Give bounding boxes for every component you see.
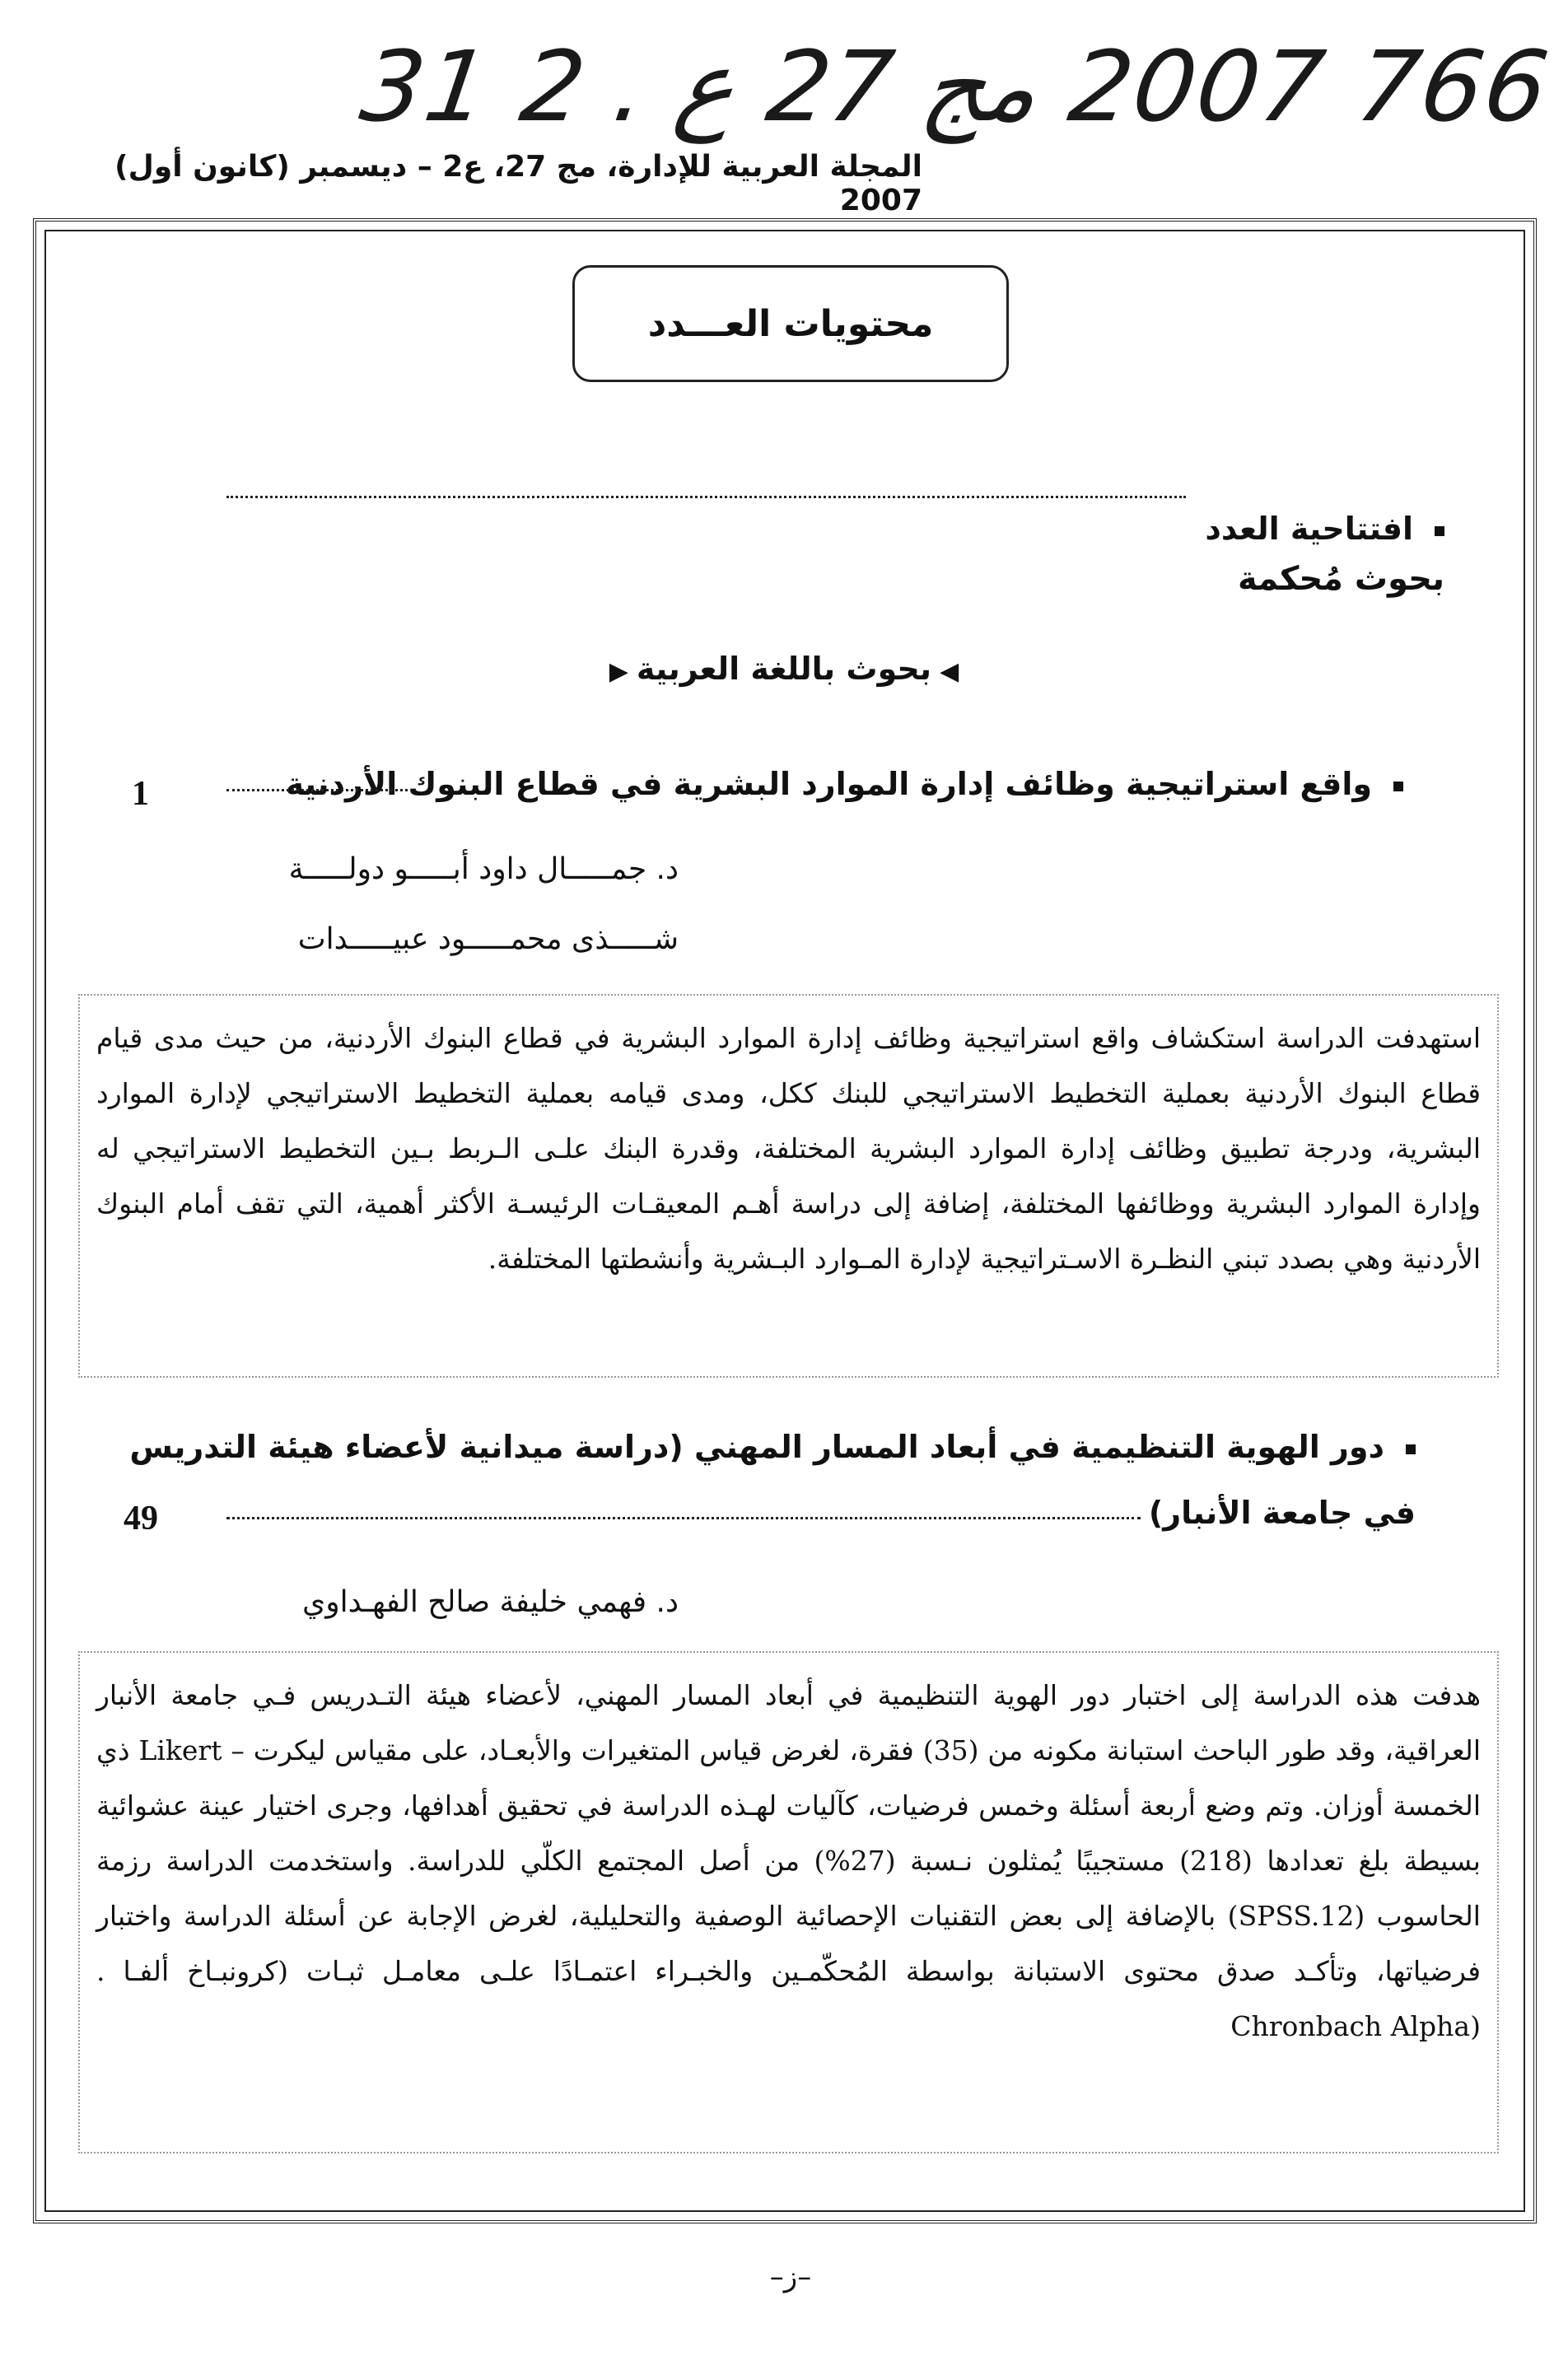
bullet-icon <box>1435 526 1444 536</box>
dot-leader <box>226 786 408 791</box>
section-label: بحوث مُحكمة <box>1238 560 1444 598</box>
subsection-label: بحوث باللغة العربية <box>636 651 932 687</box>
bullet-icon <box>1406 1444 1416 1454</box>
article-2-author-1: د. فهمي خليفة صالح الفهـداوي <box>302 1585 679 1619</box>
dot-leader <box>226 492 1186 498</box>
article-title-line-1: دور الهوية التنظيمية في أبعاد المسار المهني (دراسة ميدانية لأعضاء هيئة التدريس <box>129 1429 1384 1465</box>
article-1-abstract: استهدفت الدراسة استكشاف واقع استراتيجية وظائف إدارة الموارد البشرية في قطاع البنوك الأردنية، من حيث مدى قيام قطاع البنوك الأردنية بعملية التخطيط الاستراتيجي للبنك ككل، ومدى قيامه بعملية التخطيط الاستراتيجي لإدارة الموارد البشرية، ودرجة تطبيق وظائف إدارة الموارد البشرية المختلفة، وقدرة البنك علـى الـربط بـين التخطيط الاستراتيجي له وإدارة الموارد البشرية ووظائفها المختلفة، إضافة إلى دراسة أهـم المعيقـات الرئيسـة الأكثر أهمية، التي تقف أمام البنوك الأردنية وهي بصدد تبني النظـرة الاسـتراتيجية لإدارة المـوارد البـشرية وأنشطتها المختلفة. <box>78 994 1499 1378</box>
article-1-author-2: شـــــذى محمـــــود عبيـــــدات <box>297 922 679 956</box>
contents-title: محتويات العـــدد <box>572 265 1009 382</box>
handwritten-part: 2007 <box>1062 30 1333 143</box>
handwritten-part: 2 . ع <box>514 30 744 143</box>
handwritten-part: 31 <box>354 30 497 143</box>
bullet-icon <box>1393 782 1403 791</box>
article-2-title-line-2: في جامعة الأنبار) <box>1148 1495 1416 1531</box>
article-1-page: 1 <box>132 775 149 813</box>
article-1-title[interactable] <box>286 766 1403 802</box>
arrow-right-icon: ▶ <box>609 657 628 686</box>
article-2-abstract: هدفت هذه الدراسة إلى اختبار دور الهوية التنظيمية في أبعاد المسار المهني، لأعضاء هيئة التـدريس فـي جامعة الأنبار العراقية، وقد طور الباحث استبانة مكونه من (35) فقرة، لغرض قياس المتغيرات والأبعـاد، على مقياس ليكرت – Likert ذي الخمسة أوزان. وتم وضع أربعة أسئلة وخمس فرضيات، كآليات لهـذه الدراسة في تحقيق أهدافها، وجرى اختيار عينة عشوائية بسيطة بلغ تعدادها (218) مستجيبًا يُمثلون نـسبة (27%) من أصل المجتمع الكلّي للدراسة. واستخدمت الدراسة رزمة الحاسوب (SPSS.12) بالإضافة إلى بعض التقنيات الإحصائية الوصفية والتحليلية، لغرض الإجابة عن أسئلة الدراسة واختبار فرضياتها، وتأكـد صدق محتوى الاستبانة بواسطة المُحكّمـين والخبـراء اعتمـادًا علـى معامـل ثبـات (كرونبـاخ ألفـا .(Chronbach Alpha <box>78 1651 1499 2153</box>
handwritten-part: 27 مج <box>760 30 1046 143</box>
handwritten-part: 766 <box>1350 30 1556 143</box>
editorial-entry[interactable] <box>1205 511 1444 547</box>
journal-header: المجلة العربية للإدارة، مج 27، ع2 – ديسمبر (كانون أول) 2007 <box>114 150 922 217</box>
page-marker: –ز– <box>769 2261 812 2293</box>
dot-leader <box>226 1514 1141 1519</box>
subsection-heading <box>0 651 1568 687</box>
article-1-author-1: د. جمـــــال داود أبـــــو دولـــــة <box>288 852 679 886</box>
editorial-label: افتتاحية العدد <box>1205 511 1413 547</box>
article-2-title[interactable] <box>129 1429 1416 1465</box>
handwritten-note <box>354 25 1556 148</box>
arrow-left-icon: ◀ <box>940 657 959 686</box>
article-title: واقع استراتيجية وظائف إدارة الموارد البشرية في قطاع البنوك الأردنية <box>285 766 1372 802</box>
article-2-page: 49 <box>124 1500 158 1537</box>
